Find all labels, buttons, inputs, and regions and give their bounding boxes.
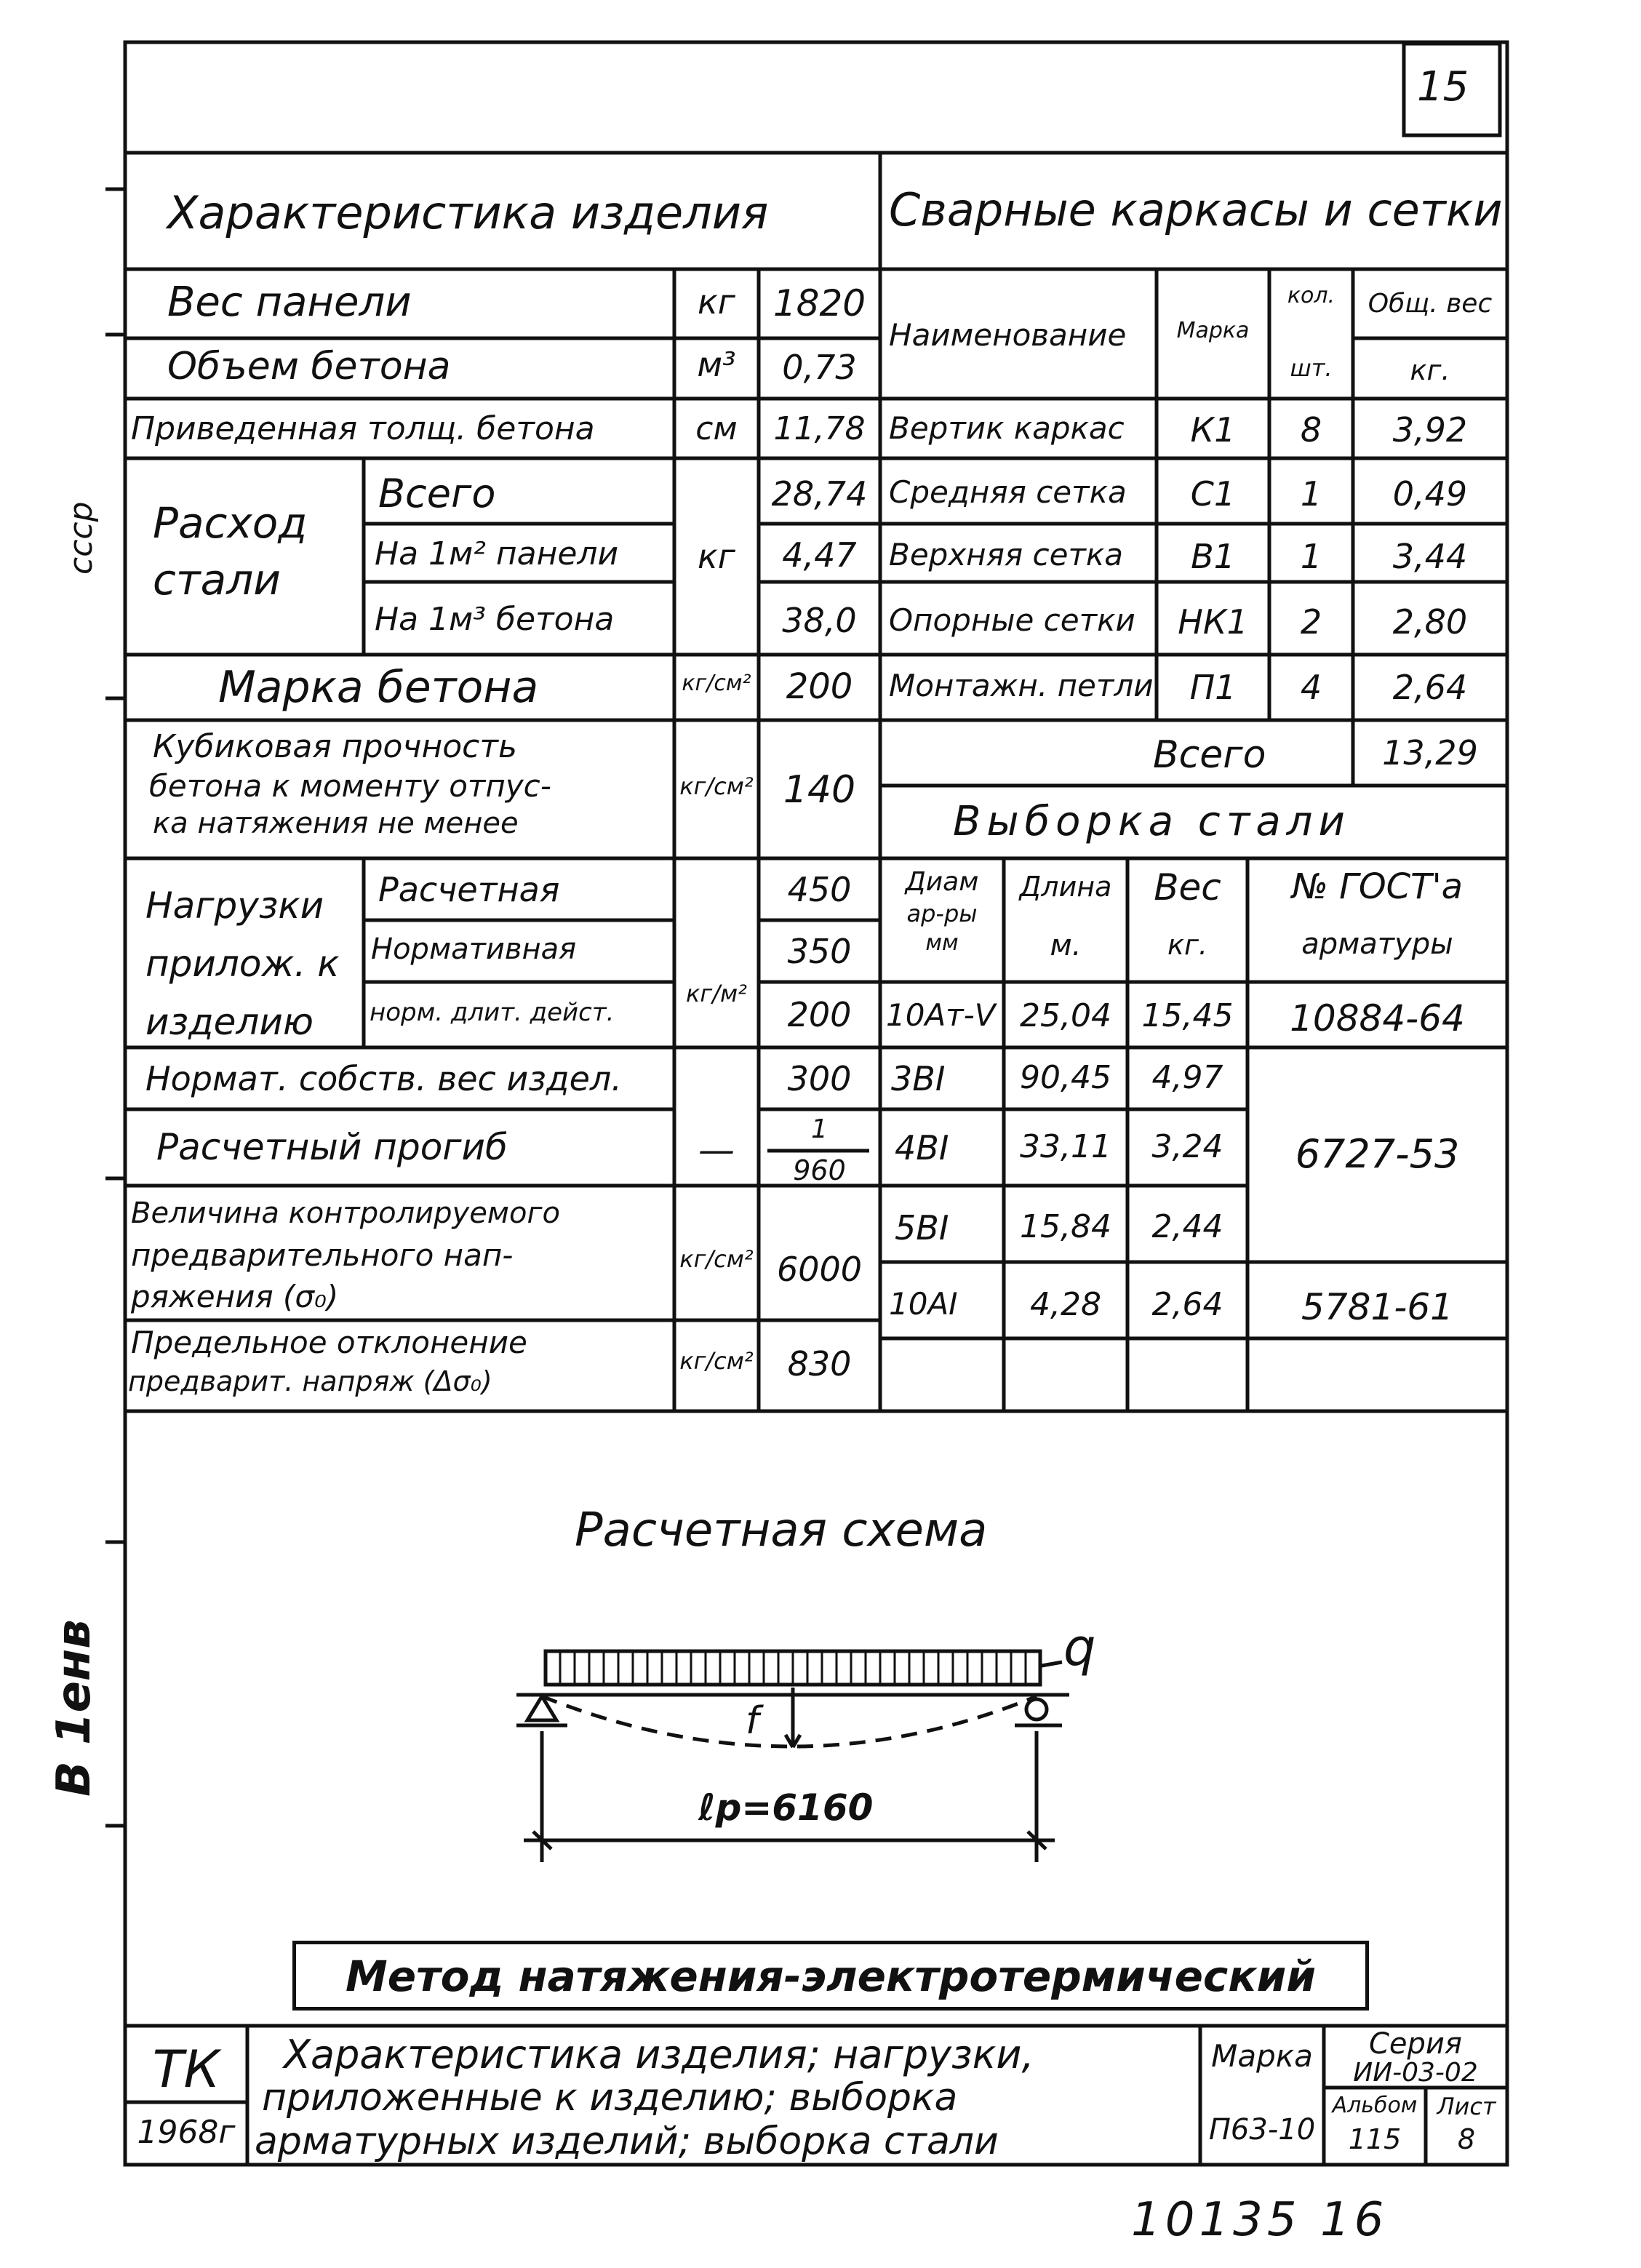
karkas-row-name: Опорные сетки [889,602,1135,638]
vyborka-row-dlina: 25,04 [1020,997,1111,1034]
stamp-desc-3: арматурных изделий; выборка стали [255,2120,999,2163]
karkasy-title: Сварные каркасы и сетки [889,183,1503,236]
kub-value: 140 [783,768,856,812]
pred-value: 830 [787,1344,852,1383]
stamp-tk: ТК [152,2040,220,2099]
karkas-row-name: Монтажн. петли [889,668,1154,703]
norm-label: Нормативная [371,933,577,966]
vyborka-row-ves: 2,44 [1151,1208,1223,1245]
velich-label-2: предварительного нап- [131,1237,514,1273]
dlit-value: 200 [787,995,852,1034]
sheet-number: 15 [1417,63,1469,111]
karkas-row-ves: 3,92 [1392,410,1468,450]
karkas-row-marka: К1 [1190,410,1236,450]
karkasy-header-ves-1: Общ. вес [1368,289,1493,319]
velich-label-3: ряжения (σ₀) [131,1279,339,1314]
vyborka-gost: 10884-64 [1290,997,1465,1039]
progib-denominator: 960 [793,1154,846,1186]
vyborka-header-diam-2: ар-ры [906,900,978,927]
karkas-row-name: Верхняя сетка [889,537,1124,572]
vyborka-header-diam-3: мм [925,930,959,956]
karkas-row-ves: 2,80 [1392,602,1468,642]
vyborka-row-diam: 10АI [889,1286,958,1322]
vyborka-row-dlina: 33,11 [1020,1128,1111,1165]
stamp-marka-value: П63-10 [1208,2113,1316,2147]
karkas-row-kol: 1 [1300,537,1322,576]
stamp-album-label: Альбом [1332,2093,1418,2118]
stamp-seria-label: Серия [1369,2027,1462,2061]
obj-unit: м³ [697,345,736,384]
vyborka-row-diam: 10Ат-V [886,997,996,1033]
karkas-row-ves: 2,64 [1392,668,1468,707]
kub-label-1: Кубиковая прочность [153,728,517,765]
marka-unit: кг/см² [682,671,751,696]
karkas-row-kol: 4 [1300,668,1322,707]
ves-value: 1820 [772,282,866,324]
stamp-desc-2: приложенные к изделию; выборка [262,2076,958,2120]
progib-label: Расчетный прогиб [156,1126,508,1168]
vyborka-row-diam: 3ВI [891,1059,946,1098]
vyborka-header-ves-2: кг. [1167,929,1207,961]
karkasy-header-marka: Марка [1176,318,1250,343]
schema-drawing [516,1651,1069,1862]
method-text: Метод натяжения-электротермический [346,1952,1316,2001]
schema-span-label: ℓр=6160 [698,1786,874,1829]
tol-value: 11,78 [773,410,866,447]
sobstv-label: Нормат. собств. вес издел. [145,1059,622,1098]
ves-label: Вес панели [167,279,412,326]
rashod-unit: кг [698,537,735,576]
karkas-row-name: Средняя сетка [889,474,1127,510]
norm-value: 350 [787,932,852,971]
vyborka-gost: 5781-61 [1301,1286,1453,1328]
stamp-desc-1: Характеристика изделия; нагрузки, [284,2032,1034,2077]
vyborka-header-gost-2: арматуры [1301,927,1453,961]
karkas-row-marka: П1 [1189,668,1237,707]
schema-q-label: q [1063,1618,1096,1677]
karkas-row-kol: 8 [1300,410,1322,450]
tol-unit: см [695,410,738,447]
rasch-value: 450 [787,870,852,909]
ves-unit: кг [698,282,735,322]
vyborka-header-ves-1: Вес [1154,866,1221,909]
tol-label: Приведенная толщ. бетона [131,410,595,447]
rashod-label: Расход стали [153,498,308,605]
karkas-row-kol: 1 [1300,474,1322,514]
marka-label: Марка бетона [218,662,539,713]
vyborka-row-dlina: 15,84 [1020,1208,1111,1245]
rasch-label: Расчетная [378,870,560,909]
vyborka-title: Выборка стали [953,798,1351,845]
karkas-row-ves: 3,44 [1392,537,1468,576]
nagr-label: Нагрузки прилож. к изделию [145,885,340,1043]
vyborka-row-dlina: 90,45 [1020,1059,1111,1096]
obj-value: 0,73 [782,348,857,387]
kub-unit: кг/см² [679,772,754,800]
karkas-row-ves: 0,49 [1392,474,1468,514]
stamp-list-value: 8 [1457,2123,1476,2155]
vyborka-row-diam: 5ВI [895,1208,949,1247]
karkasy-header-ves-2: кг. [1410,354,1450,386]
karkas-row-marka: В1 [1191,537,1235,576]
karkasy-total-value: 13,29 [1382,733,1478,772]
vyborka-gost: 6727-53 [1295,1131,1460,1177]
velich-unit: кг/см² [679,1245,754,1273]
vsego-label: Всего [378,471,496,516]
vsego-value: 28,74 [771,474,868,514]
na1m3-label: На 1м³ бетона [375,601,615,638]
karkas-row-marka: С1 [1190,474,1236,514]
schema-f-label: f [746,1699,759,1743]
pred-unit: кг/см² [679,1347,754,1375]
pred-label-2: предварит. напряж (Δσ₀) [128,1365,492,1397]
stamp-seria-value: ИИ-03-02 [1353,2058,1478,2088]
velich-label-1: Величина контролируемого [131,1197,560,1230]
progib-numerator: 1 [811,1114,828,1144]
stamp-list-label: Лист [1437,2093,1496,2120]
progib-unit: — [698,1129,735,1171]
obj-label: Объем бетона [167,345,451,388]
vyborka-row-ves: 15,45 [1141,997,1234,1034]
karkas-row-kol: 2 [1300,602,1322,642]
vyborka-row-dlina: 4,28 [1030,1286,1101,1323]
karkas-row-name: Вертик каркас [889,410,1125,446]
bottom-number: 10135 16 [1131,2193,1389,2247]
margin-text-top: ссср [63,501,100,575]
vyborka-row-diam: 4ВI [895,1128,949,1167]
vyborka-header-dlina-1: Длина [1019,871,1112,903]
marka-value: 200 [786,666,853,707]
karkasy-header-kol-1: кол. [1287,283,1335,308]
na1m3-value: 38,0 [782,601,857,640]
karkasy-header-name: Наименование [889,317,1127,353]
na1m2-value: 4,47 [782,535,857,575]
kub-label-2: бетона к моменту отпус- [149,768,551,804]
vyborka-row-ves: 3,24 [1151,1128,1223,1165]
karkas-row-marka: НК1 [1178,602,1248,642]
vyborka-row-ves: 4,97 [1151,1059,1223,1096]
char-title: Характеристика изделия [167,186,769,239]
kub-label-3: ка натяжения не менее [153,807,519,840]
margin-text-bottom: В 1енв [47,1619,101,1797]
na1m2-label: На 1м² панели [375,535,619,572]
stamp-marka-label: Марка [1211,2038,1313,2074]
sobstv-value: 300 [787,1059,852,1098]
karkasy-total-label: Всего [1153,733,1266,777]
vyborka-row-ves: 2,64 [1151,1286,1223,1323]
velich-value: 6000 [776,1250,863,1289]
vyborka-header-diam-1: Диам [905,867,979,897]
dlit-label: норм. длит. дейст. [370,998,615,1027]
vyborka-header-gost-1: № ГОСТ'а [1291,866,1464,907]
pred-label-1: Предельное отклонение [131,1325,527,1360]
karkasy-header-kol-2: шт. [1290,354,1333,382]
vyborka-header-dlina-2: м. [1050,929,1082,962]
schema-title: Расчетная схема [575,1504,988,1557]
nagr-unit: кг/м² [686,980,747,1007]
stamp-year: 1968г [137,2114,236,2151]
stamp-album-value: 115 [1348,2123,1402,2155]
